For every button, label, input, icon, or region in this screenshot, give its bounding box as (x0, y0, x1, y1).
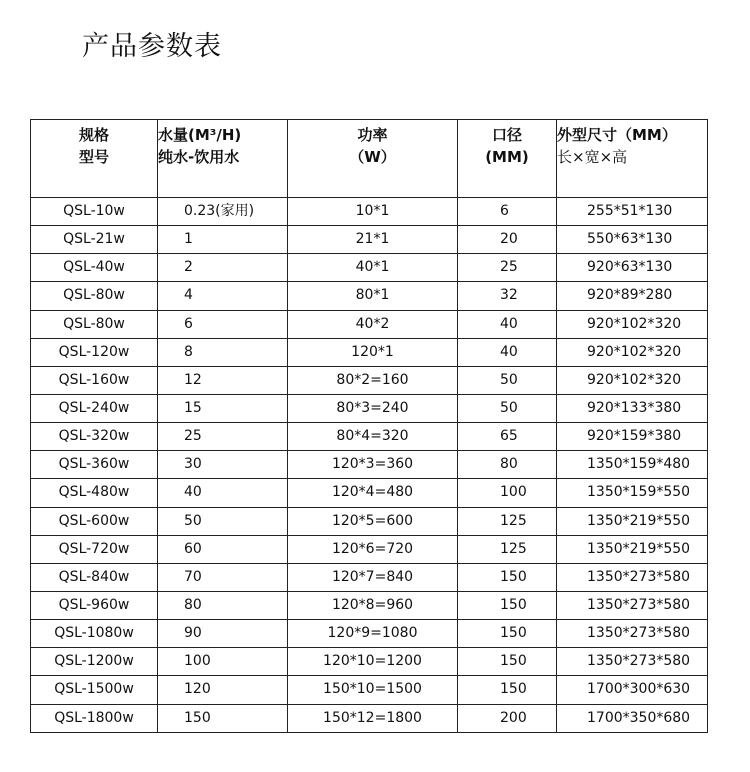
table-row (31, 676, 708, 704)
header-row (31, 120, 708, 198)
model-cell: QSL-80w (31, 282, 158, 310)
flow-cell: 100 (158, 648, 288, 676)
flow-cell: 120 (158, 676, 288, 704)
header-dimensions-line2: 长×宽×高 (557, 148, 628, 166)
flow-cell: 12 (158, 366, 288, 394)
caliber-cell: 50 (458, 394, 557, 422)
power-cell: 120*8=960 (288, 591, 458, 619)
power-cell: 150*10=1500 (288, 676, 458, 704)
table-row (31, 563, 708, 591)
power-cell: 80*3=240 (288, 394, 458, 422)
table-row (31, 648, 708, 676)
flow-cell: 60 (158, 535, 288, 563)
flow-cell: 0.23(家用) (158, 198, 288, 226)
table-row (31, 282, 708, 310)
caliber-cell: 200 (458, 704, 557, 732)
table-row (31, 198, 708, 226)
model-cell: QSL-1200w (31, 648, 158, 676)
power-cell: 21*1 (288, 226, 458, 254)
power-cell: 80*4=320 (288, 423, 458, 451)
page-title: 产品参数表 (82, 31, 222, 62)
dimensions-cell: 920*63*130 (557, 254, 708, 282)
power-cell: 120*5=600 (288, 507, 458, 535)
header-caliber-line1: 口径 (491, 126, 522, 144)
flow-cell: 8 (158, 338, 288, 366)
model-cell: QSL-360w (31, 451, 158, 479)
power-cell: 120*1 (288, 338, 458, 366)
dimensions-cell: 920*159*380 (557, 423, 708, 451)
dimensions-cell: 1350*273*580 (557, 591, 708, 619)
caliber-cell: 80 (458, 451, 557, 479)
spec-table (30, 119, 708, 733)
caliber-cell: 125 (458, 507, 557, 535)
header-dimensions (557, 120, 708, 198)
model-cell: QSL-960w (31, 591, 158, 619)
dimensions-cell: 1350*219*550 (557, 507, 708, 535)
caliber-cell: 150 (458, 591, 557, 619)
caliber-cell: 150 (458, 620, 557, 648)
table-row (31, 254, 708, 282)
power-cell: 80*2=160 (288, 366, 458, 394)
header-power-line2: （W） (349, 148, 396, 166)
flow-cell: 4 (158, 282, 288, 310)
dimensions-cell: 920*102*320 (557, 310, 708, 338)
dimensions-cell: 550*63*130 (557, 226, 708, 254)
caliber-cell: 50 (458, 366, 557, 394)
flow-cell: 30 (158, 451, 288, 479)
dimensions-cell: 255*51*130 (557, 198, 708, 226)
model-cell: QSL-10w (31, 198, 158, 226)
model-cell: QSL-720w (31, 535, 158, 563)
dimensions-cell: 920*102*320 (557, 338, 708, 366)
dimensions-cell: 1350*273*580 (557, 620, 708, 648)
dimensions-cell: 1350*159*550 (557, 479, 708, 507)
caliber-cell: 150 (458, 648, 557, 676)
header-dimensions-line1: 外型尺寸（MM） (557, 126, 677, 144)
dimensions-cell: 920*133*380 (557, 394, 708, 422)
dimensions-cell: 1350*273*580 (557, 648, 708, 676)
model-cell: QSL-840w (31, 563, 158, 591)
caliber-cell: 32 (458, 282, 557, 310)
flow-cell: 70 (158, 563, 288, 591)
caliber-cell: 100 (458, 479, 557, 507)
power-cell: 40*1 (288, 254, 458, 282)
power-cell: 120*10=1200 (288, 648, 458, 676)
power-cell: 120*7=840 (288, 563, 458, 591)
model-cell: QSL-480w (31, 479, 158, 507)
header-flow-line2: 纯水-饮用水 (158, 148, 240, 166)
dimensions-cell: 1350*273*580 (557, 563, 708, 591)
power-cell: 120*3=360 (288, 451, 458, 479)
table-row (31, 451, 708, 479)
table-row (31, 226, 708, 254)
table-row (31, 535, 708, 563)
caliber-cell: 125 (458, 535, 557, 563)
caliber-cell: 65 (458, 423, 557, 451)
power-cell: 40*2 (288, 310, 458, 338)
header-model-line1: 规格 (78, 126, 109, 144)
flow-cell: 40 (158, 479, 288, 507)
header-caliber-line2: (MM) (485, 148, 529, 166)
dimensions-cell: 920*102*320 (557, 366, 708, 394)
power-cell: 80*1 (288, 282, 458, 310)
model-cell: QSL-240w (31, 394, 158, 422)
power-cell: 10*1 (288, 198, 458, 226)
dimensions-cell: 1350*219*550 (557, 535, 708, 563)
header-flow (158, 120, 288, 198)
caliber-cell: 6 (458, 198, 557, 226)
table-row (31, 479, 708, 507)
header-model (31, 120, 158, 198)
caliber-cell: 150 (458, 676, 557, 704)
power-cell: 120*9=1080 (288, 620, 458, 648)
table-row (31, 366, 708, 394)
flow-cell: 90 (158, 620, 288, 648)
model-cell: QSL-21w (31, 226, 158, 254)
model-cell: QSL-600w (31, 507, 158, 535)
dimensions-cell: 1350*159*480 (557, 451, 708, 479)
table-row (31, 507, 708, 535)
table-row (31, 591, 708, 619)
caliber-cell: 40 (458, 338, 557, 366)
flow-cell: 80 (158, 591, 288, 619)
power-cell: 120*4=480 (288, 479, 458, 507)
flow-cell: 25 (158, 423, 288, 451)
table-row (31, 704, 708, 732)
flow-cell: 15 (158, 394, 288, 422)
caliber-cell: 40 (458, 310, 557, 338)
table-row (31, 423, 708, 451)
power-cell: 120*6=720 (288, 535, 458, 563)
table-row (31, 394, 708, 422)
header-power (288, 120, 458, 198)
flow-cell: 2 (158, 254, 288, 282)
caliber-cell: 25 (458, 254, 557, 282)
header-flow-line1: 水量(M³/H) (158, 126, 242, 144)
model-cell: QSL-1800w (31, 704, 158, 732)
dimensions-cell: 1700*350*680 (557, 704, 708, 732)
model-cell: QSL-160w (31, 366, 158, 394)
model-cell: QSL-40w (31, 254, 158, 282)
header-power-line1: 功率 (357, 126, 388, 144)
flow-cell: 150 (158, 704, 288, 732)
model-cell: QSL-120w (31, 338, 158, 366)
table-row (31, 620, 708, 648)
model-cell: QSL-1080w (31, 620, 158, 648)
flow-cell: 1 (158, 226, 288, 254)
model-cell: QSL-320w (31, 423, 158, 451)
table-row (31, 338, 708, 366)
power-cell: 150*12=1800 (288, 704, 458, 732)
caliber-cell: 20 (458, 226, 557, 254)
header-caliber (458, 120, 557, 198)
table-row (31, 310, 708, 338)
header-model-line2: 型号 (78, 148, 109, 166)
model-cell: QSL-1500w (31, 676, 158, 704)
model-cell: QSL-80w (31, 310, 158, 338)
dimensions-cell: 920*89*280 (557, 282, 708, 310)
flow-cell: 50 (158, 507, 288, 535)
flow-cell: 6 (158, 310, 288, 338)
caliber-cell: 150 (458, 563, 557, 591)
dimensions-cell: 1700*300*630 (557, 676, 708, 704)
